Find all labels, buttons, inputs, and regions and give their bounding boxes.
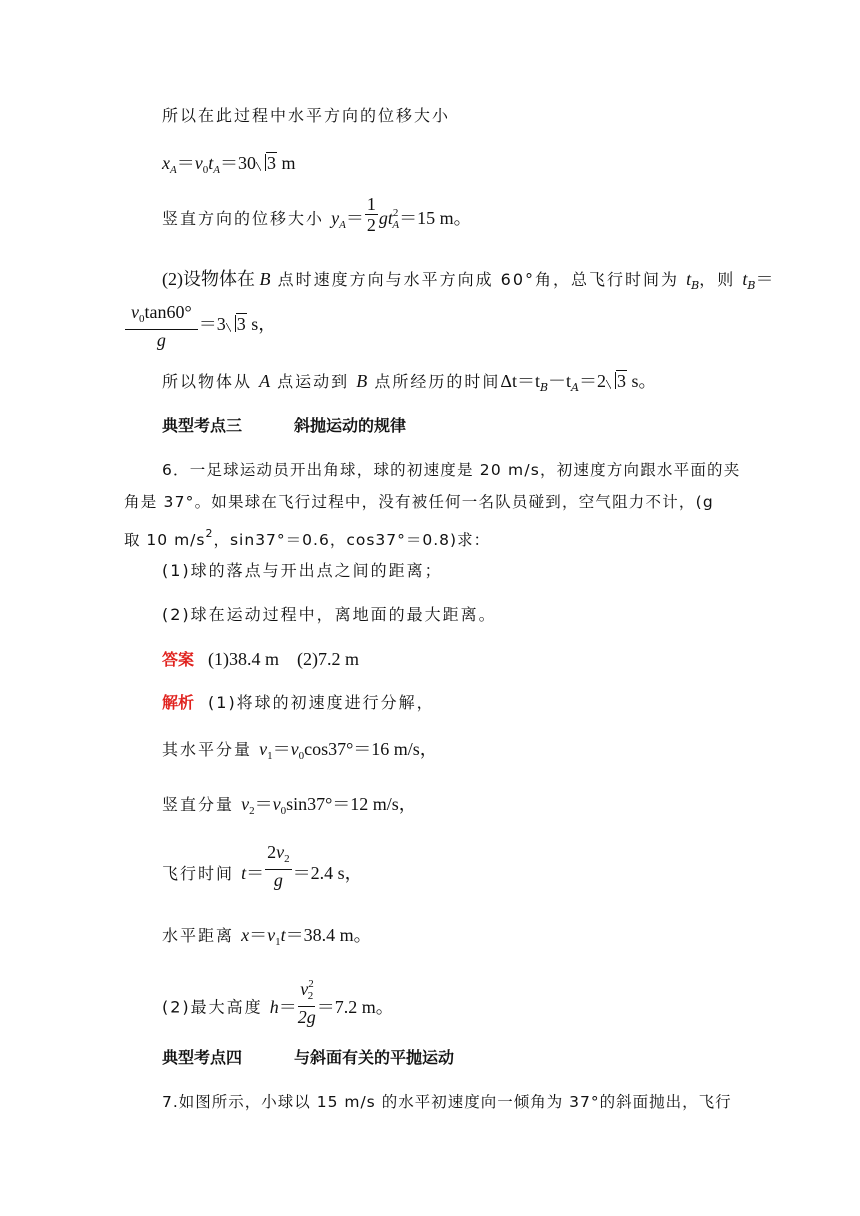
sub-b: B xyxy=(747,279,756,292)
heading-title: 与斜面有关的平抛运动 xyxy=(294,1048,455,1067)
formula-xa xyxy=(162,152,296,181)
var-v: v xyxy=(272,794,281,814)
value: cos37°＝16 m/s， xyxy=(304,739,438,759)
question-7-line-1 xyxy=(162,1091,732,1113)
numerator xyxy=(298,974,315,1007)
line-text: (1)球的落点与开出点之间的距离； xyxy=(162,561,443,580)
value: ＝15 m。 xyxy=(399,208,472,228)
heading-label: 典型考点四 xyxy=(162,1048,243,1067)
text-line-4 xyxy=(162,268,773,297)
var-t: t xyxy=(686,269,692,289)
var-b: B xyxy=(356,371,368,391)
formula-ya xyxy=(162,194,472,236)
answer-text: (1)38.4 m (2)7.2 m xyxy=(208,649,359,669)
fraction-half xyxy=(365,194,378,235)
line-text: 6．一足球运动员开出角球，球的初速度是 20 m/s，初速度方向跟水平面的夹 xyxy=(162,461,741,479)
line-text: ，sin37°＝0.6，cos37°＝0.8)求： xyxy=(213,531,491,549)
two-g: 2g xyxy=(297,1007,316,1027)
value: ＝30 xyxy=(219,153,256,173)
minus-t: －t xyxy=(548,371,572,391)
sub-a: A xyxy=(213,164,220,176)
equals: ＝ xyxy=(272,739,291,759)
var-b: B xyxy=(259,269,271,289)
var-v: v xyxy=(259,739,268,759)
var-t: t xyxy=(280,925,286,945)
numerator xyxy=(265,842,292,870)
heading-title: 斜抛运动的规律 xyxy=(294,416,407,435)
section-heading-3 xyxy=(162,415,406,437)
var-v: v xyxy=(131,302,139,322)
radicand: 3 xyxy=(266,153,276,173)
line-text: 7.如图所示，小球以 15 m/s 的水平初速度向一倾角为 37°的斜面抛出，飞行 xyxy=(162,1093,732,1111)
value: sin37°＝12 m/s， xyxy=(286,794,417,814)
var-t: t xyxy=(241,863,247,884)
solution-step-1 xyxy=(162,738,438,767)
question-6-part-2 xyxy=(162,604,497,626)
question-6-line-3 xyxy=(124,523,490,551)
unit: s。 xyxy=(627,371,657,391)
sub-0: 0 xyxy=(139,313,145,325)
sqrt xyxy=(256,152,277,174)
sub-a: A xyxy=(339,219,346,231)
line-text: 取 10 m/s xyxy=(124,531,206,549)
unit: m xyxy=(276,153,296,173)
radicand: 3 xyxy=(236,314,246,335)
text: (2)设物体在 xyxy=(162,269,260,289)
solution-step-3 xyxy=(162,842,363,890)
sub-a: A xyxy=(392,219,400,231)
solution-step-5 xyxy=(162,978,394,1027)
var-v: v xyxy=(300,979,309,999)
sub-2: 2 xyxy=(307,990,314,1002)
equals: ＝ xyxy=(246,863,265,884)
sub-2: 2 xyxy=(249,805,255,817)
sub-a: A xyxy=(571,381,580,394)
solution-step-2 xyxy=(162,793,417,822)
value: ＝7.2 m。 xyxy=(316,996,394,1017)
equals: ＝ xyxy=(755,269,774,289)
equals: ＝ xyxy=(176,153,195,173)
text: 水平距离 xyxy=(162,926,242,945)
numerator xyxy=(125,302,198,330)
text: (2)最大高度 xyxy=(162,997,270,1017)
sub-0: 0 xyxy=(280,805,287,817)
var-g: g xyxy=(156,330,166,350)
solution-step-4 xyxy=(162,924,372,953)
var-v: v xyxy=(194,153,203,173)
text: 点时速度方向与水平方向成 60°角，总飞行时间为 xyxy=(270,270,687,289)
var-t: t xyxy=(208,153,214,173)
var-x: x xyxy=(162,153,170,173)
var-a: A xyxy=(259,371,271,391)
equals: ＝ xyxy=(345,208,364,228)
text: ，则 xyxy=(699,270,743,289)
value: ＝3 xyxy=(198,314,226,335)
sub-0: 0 xyxy=(298,750,305,762)
line-text: (2)球在运动过程中，离地面的最大距离。 xyxy=(162,605,497,624)
var-v: v xyxy=(290,739,299,759)
solution-label: 解析 xyxy=(162,693,195,712)
coef: 2 xyxy=(267,842,277,862)
question-6-line-2 xyxy=(124,491,714,513)
solution-text: (1)将球的初速度进行分解， xyxy=(208,693,435,712)
heading-label: 典型考点三 xyxy=(162,416,243,435)
denominator xyxy=(157,330,166,350)
var-h: h xyxy=(269,996,279,1017)
denominator: 2 xyxy=(366,215,376,236)
sub-b: B xyxy=(539,381,549,394)
sup-2: 2 xyxy=(205,527,214,540)
formula-tb xyxy=(124,302,276,350)
text-line-1 xyxy=(162,105,450,127)
question-6-line-1 xyxy=(162,459,740,481)
sub-2: 2 xyxy=(284,853,290,865)
fraction-tb xyxy=(125,302,198,350)
unit: s， xyxy=(246,314,277,335)
denominator xyxy=(274,870,283,890)
line-text: 所以在此过程中水平方向的位移大小 xyxy=(162,106,451,125)
value: ＝2.4 s， xyxy=(292,863,363,884)
var-gt: gt xyxy=(378,208,393,228)
sub-1: 1 xyxy=(275,936,281,948)
text: 飞行时间 xyxy=(162,864,242,884)
text: 点所经历的时间 xyxy=(367,372,501,391)
fraction-flight-time xyxy=(265,842,292,890)
sup-2: 2 xyxy=(308,978,314,990)
equals: ＝ xyxy=(254,794,273,814)
text: 其水平分量 xyxy=(162,740,260,759)
var-v: v xyxy=(267,925,276,945)
sub-1: 1 xyxy=(267,750,273,762)
answer-label: 答案 xyxy=(162,650,195,669)
tan: tan60° xyxy=(144,302,192,322)
sub-a: A xyxy=(170,164,177,176)
value: ＝38.4 m。 xyxy=(285,925,372,945)
solution-line xyxy=(162,692,435,714)
sqrt xyxy=(226,313,247,335)
numerator: 1 xyxy=(366,194,376,215)
value: ＝2 xyxy=(579,371,607,391)
sup-2: 2 xyxy=(392,207,399,219)
line-text: 角是 37°。如果球在飞行过程中，没有被任何一名队员碰到，空气阻力不计，(g xyxy=(124,493,714,511)
text: 点运动到 xyxy=(270,372,357,391)
var-v: v xyxy=(241,794,250,814)
var-x: x xyxy=(241,925,250,945)
denominator xyxy=(298,1007,316,1027)
sub-0: 0 xyxy=(202,164,209,176)
line-text: 竖直方向的位移大小 xyxy=(162,209,332,228)
var-t: t xyxy=(742,269,748,289)
text: 竖直分量 xyxy=(162,795,242,814)
text-line-6 xyxy=(162,370,657,399)
var-y: y xyxy=(331,208,340,228)
equals: ＝ xyxy=(278,996,297,1017)
var-v: v xyxy=(276,842,285,862)
sqrt xyxy=(606,370,627,392)
var-g: g xyxy=(273,870,283,890)
equals: ＝ xyxy=(249,925,268,945)
question-6-part-1 xyxy=(162,560,443,582)
text: 所以物体从 xyxy=(162,372,260,391)
delta-t: Δt＝t xyxy=(500,371,540,391)
radicand: 3 xyxy=(617,371,627,391)
fraction-max-height xyxy=(298,974,316,1027)
sub-b: B xyxy=(691,279,700,292)
answer-line xyxy=(162,648,359,671)
section-heading-4 xyxy=(162,1047,454,1069)
